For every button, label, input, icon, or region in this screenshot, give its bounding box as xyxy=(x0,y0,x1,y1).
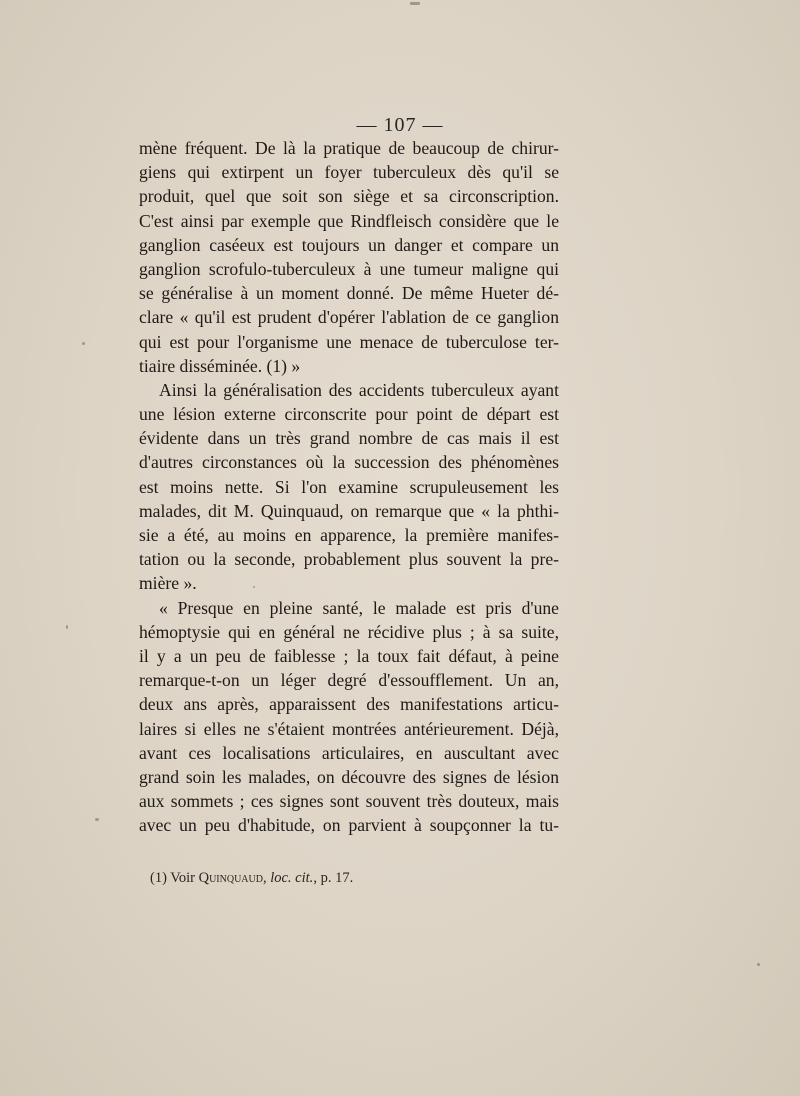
text-line: tiaire disséminée. (1) » xyxy=(139,355,301,376)
text-line: sie a été, au moins en apparence, la première manifes- xyxy=(139,525,559,545)
footnote xyxy=(150,870,353,887)
text-line: qui est pour l'organisme une menace de tuberculose ter- xyxy=(139,331,559,352)
footnote-reference: loc. cit. xyxy=(270,870,314,886)
footnote-prefix: (1) Voir xyxy=(150,870,199,886)
text-line: mière ». xyxy=(139,573,197,594)
paper-speck xyxy=(66,625,68,629)
text-line: deux ans après, apparaissent des manifestations articu- xyxy=(139,694,559,715)
text-line: il y a un peu de faiblesse ; la toux fait défaut, à peine xyxy=(139,645,559,666)
text-line: ganglion scrofulo-tuberculeux à une tumeur maligne qui xyxy=(139,258,559,279)
text-line: ganglion caséeux est toujours un danger et compare un xyxy=(139,234,559,255)
page-number: — 107 — xyxy=(356,114,444,136)
footnote-author: Quinquaud xyxy=(198,870,263,886)
text-line: grand soin les malades, on découvre des signes de lésion xyxy=(139,766,559,787)
text-line: malades, dit M. Quinquaud, on remarque que « la phthi- xyxy=(139,500,559,521)
text-line: se généralise à un moment donné. De même Hueter dé- xyxy=(139,283,559,304)
text-line: laires si elles ne s'étaient montrées antérieurement. Déjà, xyxy=(139,718,559,739)
paragraph-start: « Presque en pleine santé, le malade est pris d'une xyxy=(159,597,559,618)
text-line: est moins nette. Si l'on examine scrupuleusement les xyxy=(139,476,559,497)
text-line: produit, quel que soit son siège et sa circonscription. xyxy=(139,186,559,207)
text-line: mène fréquent. De là la pratique de beaucoup de chirur- xyxy=(139,138,559,158)
text-line: giens qui extirpent un foyer tuberculeux dès qu'il se xyxy=(139,162,559,183)
paper-speck xyxy=(410,2,420,5)
text-line: hémoptysie qui en général ne récidive plus ; à sa suite, xyxy=(139,621,559,642)
text-line: C'est ainsi par exemple que Rindfleisch considère que le xyxy=(139,210,559,231)
text-line: remarque-t-on un léger degré d'essoufflement. Un an, xyxy=(139,670,559,691)
text-line: tation ou la seconde, probablement plus souvent la pre- xyxy=(139,549,559,570)
text-line: avant ces localisations articulaires, en auscultant avec xyxy=(139,742,559,763)
paper-speck xyxy=(82,342,85,345)
footnote-suffix: , p. 17. xyxy=(313,870,354,886)
text-line: avec un peu d'habitude, on parvient à soupçonner la tu- xyxy=(139,815,559,836)
paper-speck xyxy=(253,586,255,588)
paper-speck xyxy=(95,818,99,821)
body-text xyxy=(139,136,559,837)
text-line: d'autres circonstances où la succession des phénomènes xyxy=(139,452,559,473)
paragraph-start: Ainsi la généralisation des accidents tuberculeux ayant xyxy=(159,379,559,400)
paper-speck xyxy=(757,963,760,966)
text-line: clare « qu'il est prudent d'opérer l'ablation de ce ganglion xyxy=(139,307,559,328)
text-line: aux sommets ; ces signes sont souvent très douteux, mais xyxy=(139,791,559,812)
text-line: une lésion externe circonscrite pour point de départ est xyxy=(139,404,559,425)
footnote-separator: , xyxy=(262,870,271,886)
text-line: évidente dans un très grand nombre de cas mais il est xyxy=(139,428,559,449)
